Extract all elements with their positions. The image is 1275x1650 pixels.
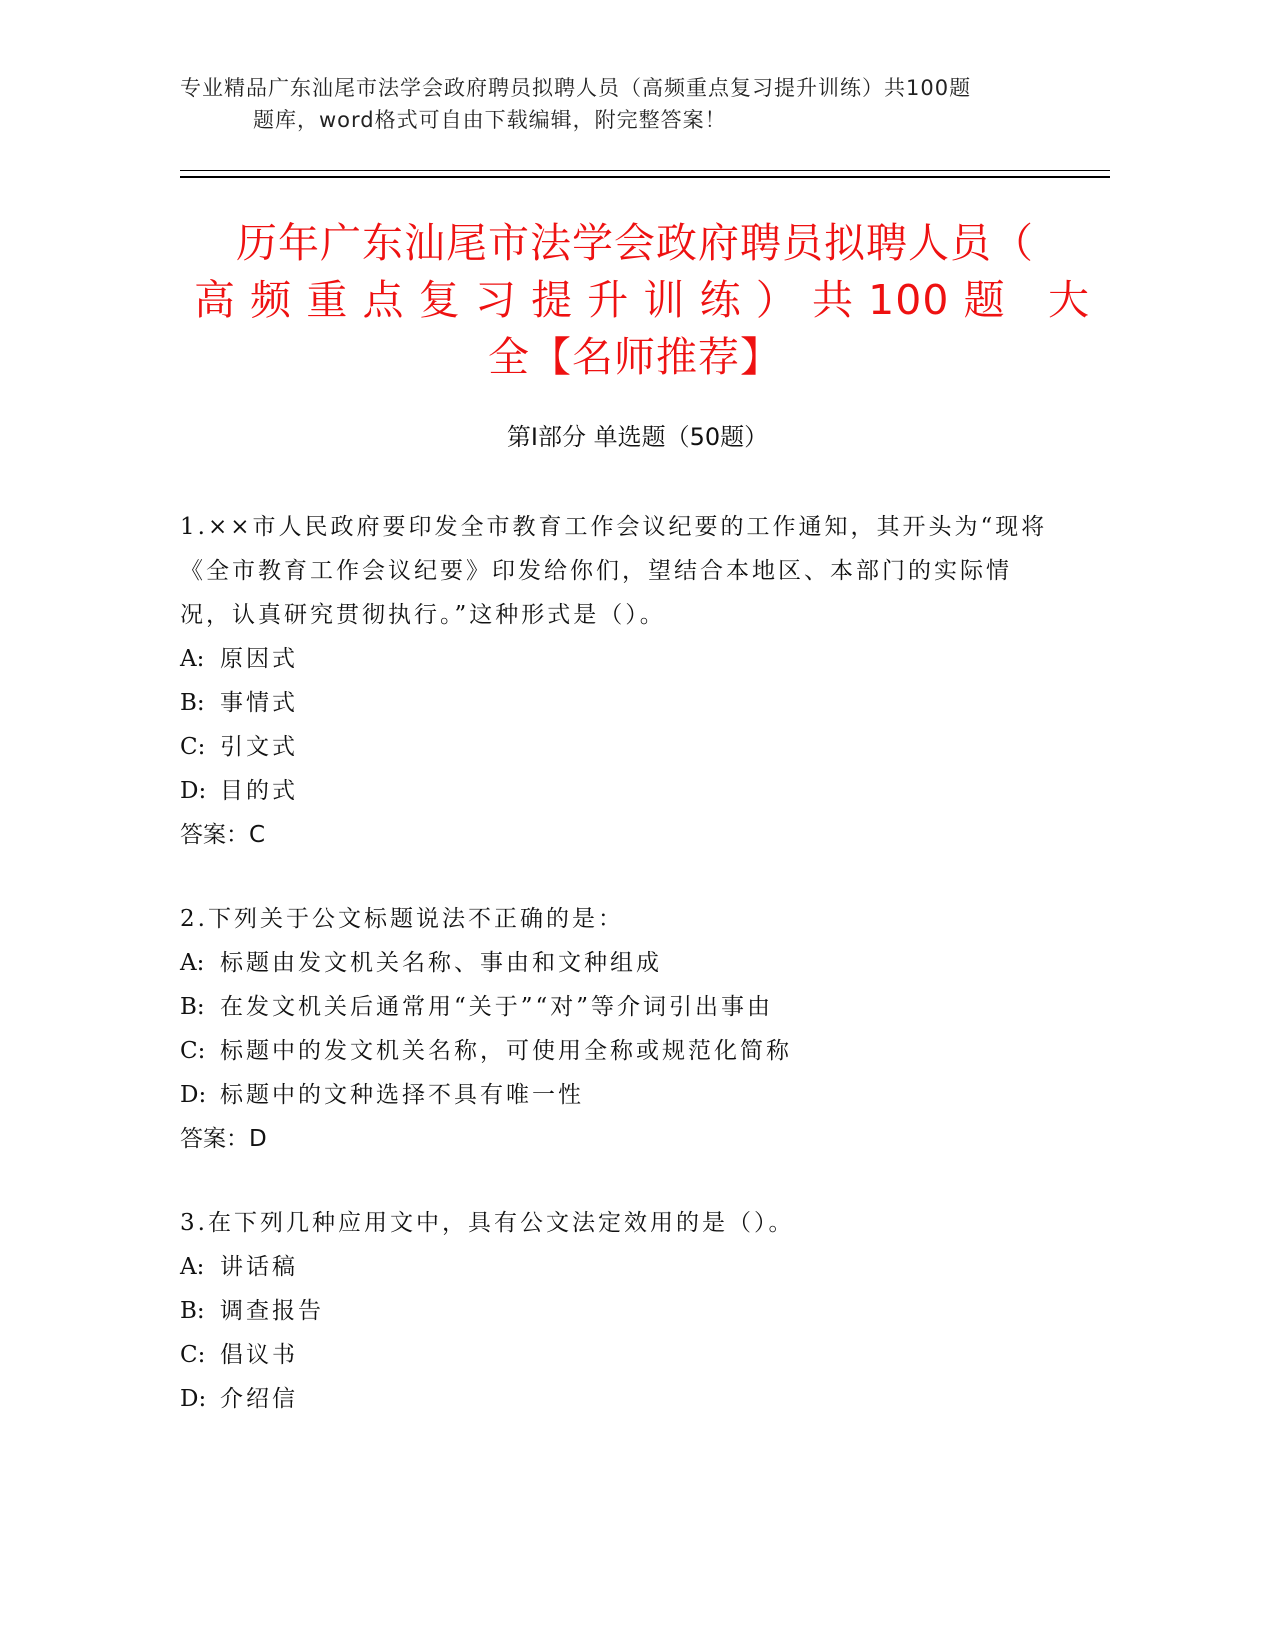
header-divider-bottom (180, 176, 1110, 178)
option-key: D: (180, 1386, 207, 1412)
option-text: 在发文机关后通常用“关于”“对”等介词引出事由 (220, 994, 774, 1020)
option-text: 倡议书 (220, 1342, 298, 1368)
question-option (180, 637, 1060, 681)
question-option (180, 1377, 1060, 1421)
option-text: 讲话稿 (220, 1254, 298, 1280)
question-answer: 答案：D (180, 1126, 267, 1152)
option-key: A: (180, 950, 205, 976)
question-stem: 1.××市人民政府要印发全市教育工作会议纪要的工作通知，其开头为“现将《全市教育工作会议纪要》印发给你们，望结合本地区、本部门的实际情况，认真研究贯彻执行。”这种形式是（）。 (180, 514, 1048, 628)
option-text: 标题由发文机关名称、事由和文种组成 (220, 950, 662, 976)
question-option (180, 985, 1060, 1029)
question-option (180, 1245, 1060, 1289)
header-divider-top (180, 170, 1110, 171)
section-title: 第Ⅰ部分 单选题（50题） (506, 423, 769, 451)
option-key: B: (180, 690, 205, 716)
option-text: 介绍信 (220, 1386, 298, 1412)
question-stem: 3.在下列几种应用文中，具有公文法定效用的是（）。 (180, 1210, 795, 1236)
question-item (180, 505, 1060, 857)
option-text: 调查报告 (220, 1298, 324, 1324)
option-key: A: (180, 646, 205, 672)
header-note (180, 72, 1080, 136)
header-note-line2: 题库，word格式可自由下载编辑，附完整答案！ (253, 108, 727, 132)
question-item (180, 897, 1060, 1161)
option-text: 标题中的发文机关名称，可使用全称或规范化简称 (220, 1038, 792, 1064)
question-option (180, 681, 1060, 725)
question-option (180, 1289, 1060, 1333)
document-title (180, 215, 1090, 386)
option-text: 标题中的文种选择不具有唯一性 (220, 1082, 584, 1108)
option-key: C: (180, 1038, 206, 1064)
question-option (180, 1029, 1060, 1073)
option-key: C: (180, 1342, 206, 1368)
question-option (180, 769, 1060, 813)
question-list (180, 505, 1060, 1461)
option-text: 引文式 (220, 734, 298, 760)
question-option (180, 941, 1060, 985)
document-title-line3: 全【名师推荐】 (488, 333, 782, 381)
question-option (180, 1073, 1060, 1117)
question-option (180, 1333, 1060, 1377)
document-title-line1: 历年广东汕尾市法学会政府聘员拟聘人员（ (236, 219, 1034, 267)
question-stem: 2.下列关于公文标题说法不正确的是： (180, 906, 624, 932)
option-key: B: (180, 1298, 205, 1324)
option-key: C: (180, 734, 206, 760)
question-answer: 答案：C (180, 822, 266, 848)
document-title-line2-end: 大 (1047, 276, 1090, 324)
option-text: 事情式 (220, 690, 298, 716)
header-note-line1: 专业精品广东汕尾市法学会政府聘员拟聘人员（高频重点复习提升训练）共100题 (180, 76, 972, 100)
option-key: B: (180, 994, 205, 1020)
option-key: D: (180, 1082, 207, 1108)
option-text: 目的式 (220, 778, 298, 804)
question-item (180, 1201, 1060, 1421)
option-key: D: (180, 778, 207, 804)
option-key: A: (180, 1254, 205, 1280)
question-option (180, 725, 1060, 769)
document-title-line2 (180, 272, 1090, 329)
option-text: 原因式 (220, 646, 298, 672)
document-title-line2-text: 高频重点复习提升训练）共100题 (194, 276, 1020, 324)
